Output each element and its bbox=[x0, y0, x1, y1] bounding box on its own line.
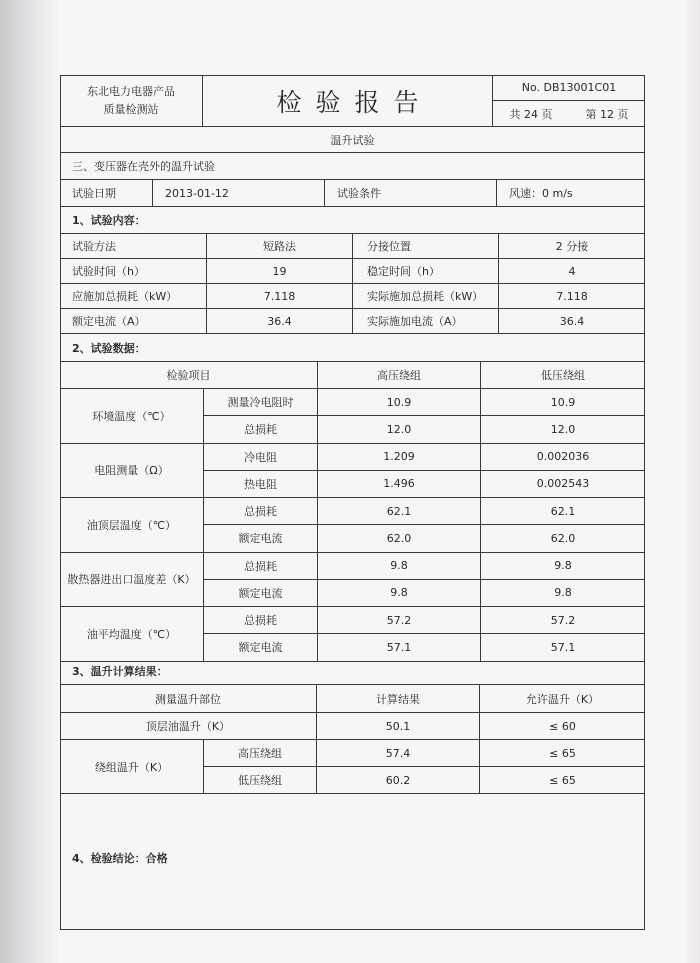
part1-title: 1、试验内容： bbox=[60, 207, 645, 234]
wind-speed-value: 风速：0 m/s bbox=[497, 180, 645, 207]
winding-label: 绕组温升（K） bbox=[60, 740, 204, 794]
hv-value: 9.8 bbox=[318, 553, 481, 580]
test-date-label: 试验日期 bbox=[60, 180, 153, 207]
measurement-group-label: 散热器进出口温度差（K） bbox=[60, 553, 204, 608]
measurement-sub-label: 额定电流 bbox=[204, 525, 318, 552]
param-label: 试验时间（h） bbox=[60, 259, 207, 284]
org-name-line2: 质量检测站 bbox=[103, 102, 159, 116]
column-header-result: 计算结果 bbox=[317, 685, 480, 713]
measurement-sub-label: 总损耗 bbox=[204, 416, 318, 443]
part3-title: 3、温升计算结果： bbox=[60, 657, 645, 685]
param-value: 36.4 bbox=[207, 309, 353, 334]
hv-value: 1.496 bbox=[318, 471, 481, 498]
lv-value: 62.1 bbox=[481, 498, 645, 525]
total-pages: 共 24 页 bbox=[509, 107, 553, 121]
column-header-allow: 允许温升（K） bbox=[480, 685, 645, 713]
param-label: 分接位置 bbox=[353, 234, 499, 259]
param-value: 短路法 bbox=[207, 234, 353, 259]
top-oil-label: 顶层油温升（K） bbox=[60, 713, 317, 740]
param-value: 4 bbox=[499, 259, 645, 284]
hv-value: 9.8 bbox=[318, 580, 481, 607]
lv-value: 57.2 bbox=[481, 607, 645, 634]
lv-value: 62.0 bbox=[481, 525, 645, 552]
winding-sub-label: 低压绕组 bbox=[204, 767, 317, 794]
measurement-sub-label: 测量冷电阻时 bbox=[204, 389, 318, 416]
top-oil-allow: ≤ 60 bbox=[480, 713, 645, 740]
hv-value: 57.2 bbox=[318, 607, 481, 634]
param-value: 7.118 bbox=[207, 284, 353, 309]
lv-value: 12.0 bbox=[481, 416, 645, 443]
hv-value: 57.1 bbox=[318, 634, 481, 661]
hv-value: 1.209 bbox=[318, 444, 481, 471]
part2-title: 2、试验数据： bbox=[60, 334, 645, 362]
column-header-hv: 高压绕组 bbox=[318, 362, 481, 389]
conclusion: 4、检验结论：合格 bbox=[72, 852, 168, 865]
subtitle-text: 三、变压器在壳外的温升试验 bbox=[72, 160, 215, 173]
subtitle bbox=[60, 153, 645, 180]
measurement-sub-label: 热电阻 bbox=[204, 471, 318, 498]
report-title: 检验报告 bbox=[203, 75, 493, 127]
measurement-group-label: 电阻测量（Ω） bbox=[60, 444, 204, 499]
top-oil-result: 50.1 bbox=[317, 713, 480, 740]
measurement-group-label: 油顶层温度（℃） bbox=[60, 498, 204, 553]
lv-value: 9.8 bbox=[481, 580, 645, 607]
section-title bbox=[60, 127, 645, 153]
section-title-text: 温升试验 bbox=[330, 133, 375, 147]
column-header-lv: 低压绕组 bbox=[481, 362, 645, 389]
winding-sub-label: 高压绕组 bbox=[204, 740, 317, 767]
organization-block bbox=[60, 75, 203, 127]
param-label: 实际施加总损耗（kW） bbox=[353, 284, 499, 309]
measurement-sub-label: 额定电流 bbox=[204, 634, 318, 661]
hv-value: 12.0 bbox=[318, 416, 481, 443]
param-label: 稳定时间（h） bbox=[353, 259, 499, 284]
lv-value: 10.9 bbox=[481, 389, 645, 416]
param-label: 试验方法 bbox=[60, 234, 207, 259]
lv-value: 9.8 bbox=[481, 553, 645, 580]
measurement-group-label: 油平均温度（℃） bbox=[60, 607, 204, 662]
hv-value: 10.9 bbox=[318, 389, 481, 416]
lv-value: 57.1 bbox=[481, 634, 645, 661]
hv-value: 62.1 bbox=[318, 498, 481, 525]
report-id-block bbox=[493, 75, 645, 127]
param-label: 应施加总损耗（kW） bbox=[60, 284, 207, 309]
test-condition-label: 试验条件 bbox=[325, 180, 497, 207]
column-header-item: 检验项目 bbox=[60, 362, 318, 389]
binding-margin bbox=[0, 0, 58, 963]
param-value: 36.4 bbox=[499, 309, 645, 334]
measurement-sub-label: 总损耗 bbox=[204, 498, 318, 525]
winding-result: 60.2 bbox=[317, 767, 480, 794]
param-label: 额定电流（A） bbox=[60, 309, 207, 334]
column-header-part: 测量温升部位 bbox=[60, 685, 317, 713]
param-label: 实际施加电流（A） bbox=[353, 309, 499, 334]
measurement-group-label: 环境温度（℃） bbox=[60, 389, 204, 444]
report-number: No. DB13001C01 bbox=[493, 75, 645, 101]
param-value: 19 bbox=[207, 259, 353, 284]
page-counter bbox=[493, 101, 645, 126]
winding-allow: ≤ 65 bbox=[480, 740, 645, 767]
measurement-sub-label: 冷电阻 bbox=[204, 444, 318, 471]
param-value: 2 分接 bbox=[499, 234, 645, 259]
lv-value: 0.002543 bbox=[481, 471, 645, 498]
param-value: 7.118 bbox=[499, 284, 645, 309]
measurement-sub-label: 总损耗 bbox=[204, 607, 318, 634]
lv-value: 0.002036 bbox=[481, 444, 645, 471]
winding-result: 57.4 bbox=[317, 740, 480, 767]
measurement-sub-label: 额定电流 bbox=[204, 580, 318, 607]
hv-value: 62.0 bbox=[318, 525, 481, 552]
page-edge bbox=[686, 0, 700, 963]
current-page: 第 12 页 bbox=[585, 107, 629, 121]
org-name-line1: 东北电力电器产品 bbox=[87, 84, 175, 98]
winding-allow: ≤ 65 bbox=[480, 767, 645, 794]
test-date-value: 2013-01-12 bbox=[153, 180, 325, 207]
measurement-sub-label: 总损耗 bbox=[204, 553, 318, 580]
